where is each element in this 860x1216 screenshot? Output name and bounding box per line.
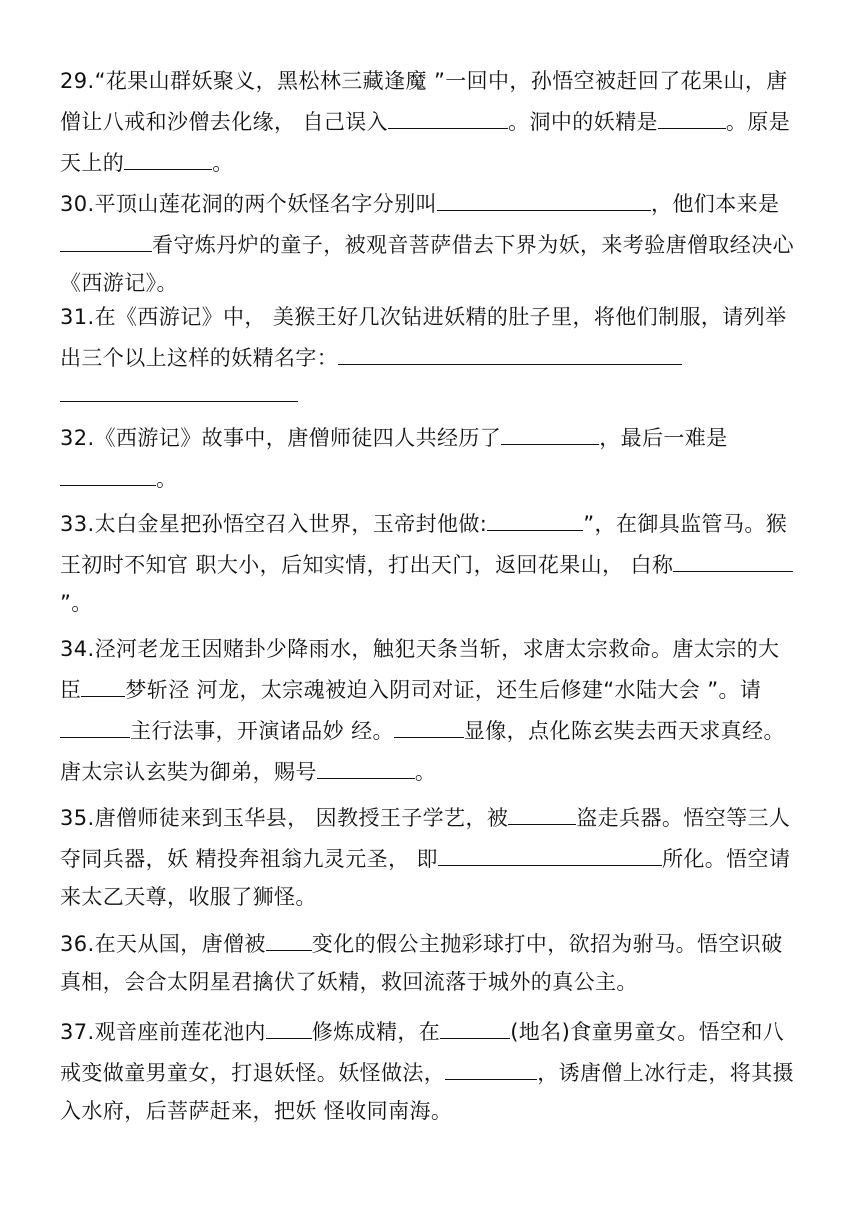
question-37: 37.观音座前莲花池内 修炼成精，在 (地名)食童男童女。悟空和八戒变做童男童女，打退妖怪。妖怪做法， ，诱唐僧上冰行走，将其摄入水府，后菩萨赶来，把妖 怪收同南海。 [60, 1010, 800, 1130]
blank[interactable] [673, 543, 793, 572]
blank[interactable] [440, 1010, 510, 1039]
blank[interactable] [60, 709, 130, 738]
blank[interactable] [501, 416, 599, 445]
blank[interactable] [266, 1010, 312, 1039]
question-35: 35.唐僧师徒来到玉华县， 因教授王子学艺，被 盗走兵器。悟空等三人夺同兵器，妖 精投奔祖翁九灵元圣， 即 所化。悟空请来太乙天尊，收服了狮怪。 [60, 796, 800, 916]
blank[interactable] [394, 709, 464, 738]
blank[interactable] [437, 182, 651, 211]
blank[interactable] [438, 837, 662, 866]
blank[interactable] [388, 100, 508, 129]
blank[interactable] [508, 796, 576, 825]
blank[interactable] [338, 336, 682, 365]
question-29: 29.“花果山群妖聚义，黑松林三藏逢魔 ”一回中，孙悟空被赶回了花果山，唐僧让八戒和沙僧去化缘， 自己误入 。洞中的妖精是 。原是天上的 。 [60, 69, 791, 175]
blank[interactable] [317, 750, 415, 779]
question-36: 36.在天从国，唐僧被 变化的假公主抛彩球打中，欲招为驸马。悟空识破真相，会合太阴星君擒伏了妖精，救回流落于城外的真公主。 [60, 922, 800, 1001]
question-33: 33.太白金星把孙悟空召入世界，玉帝封他做: ”，在御具监管马。猴王初时不知官 职大小，后知实情，打出天门，返回花果山， 白称”。 [60, 502, 800, 622]
answer-line[interactable] [60, 400, 298, 402]
blank[interactable] [445, 1051, 537, 1080]
blank[interactable] [487, 502, 583, 531]
question-31: 31.在《西游记》中， 美猴王好几次钻进妖精的肚子里，将他们制服，请列举出三个以上这样的妖精名字： [60, 305, 787, 370]
question-32: 32.《西游记》故事中，唐僧师徒四人共经历了 ，最后一难是。 [60, 416, 800, 498]
blank[interactable] [266, 922, 312, 951]
blank[interactable] [60, 457, 156, 486]
question-34: 34.泾河老龙王因赌卦少降雨水，触犯天条当斩，求唐太宗救命。唐太宗的大臣 梦斩泾 河龙，太宗魂被迫入阴司对证，还生后修建“水陆大会 ”。请主行法事，开演诸品妙 经。 显像，点化陈玄奘去西天求真经。唐太宗认玄奘为御弟，赐号 。 [60, 637, 785, 784]
blank[interactable] [81, 668, 125, 697]
blank[interactable] [658, 100, 726, 129]
question-30: 30.平顶山莲花洞的两个妖怪名字分别叫 ，他们本来是看守炼丹炉的童子，被观音菩萨借去下界为妖，来考验唐僧取经决心《西游记》。 [60, 182, 800, 302]
blank[interactable] [124, 141, 212, 170]
blank[interactable] [60, 223, 152, 252]
